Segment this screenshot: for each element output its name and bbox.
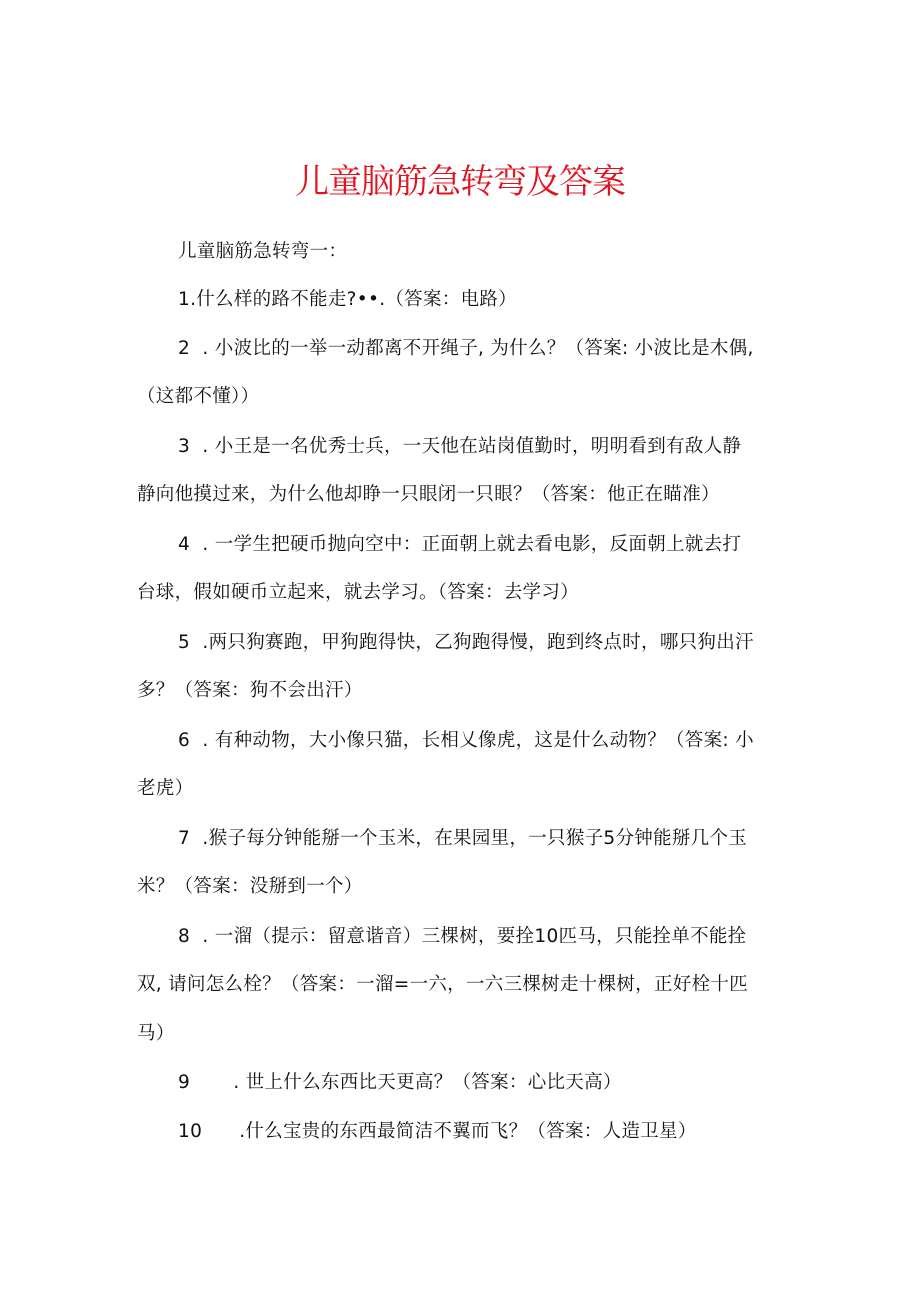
riddle-6-cont: 老虎） [137,778,194,799]
riddle-10: 10 .什么宝贵的东西最简洁不翼而飞？（答案：人造卫星） [178,1121,697,1142]
riddle-4-cont: 台球，假如硬币立起来，就去学习。（答案：去学习） [137,582,579,603]
riddle-7-cont: 米？（答案：没掰到一个） [137,876,363,897]
riddle-4: 4 . 一学生把硬币抛向空中：正面朝上就去看电影，反面朝上就去打 [178,534,742,555]
riddle-6: 6 . 有种动物，大小像只猫，长相乂像虎，这是什么动物？（答案: 小 [178,730,754,751]
riddle-5: 5 .两只狗赛跑，甲狗跑得快，乙狗跑得慢，跑到终点时，哪只狗出汗 [178,632,754,653]
riddle-3: 3 . 小王是一名优秀士兵，一天他在站岗值勤时，明明看到有敌人静 [178,436,742,457]
document-title: 儿童脑筋急转弯及答案 [295,162,625,202]
riddle-8: 8 . 一溜（提示：留意谐音）三棵树，要拴10匹马，只能拴单不能拴 [178,926,747,947]
riddle-2-cont: （这都不懂）） [137,386,260,407]
riddle-8-cont2: 马） [137,1023,175,1044]
riddle-8-cont: 双, 请问怎么栓？（答案：一溜=一六，一六三棵树走十棵树，正好栓十匹 [137,974,748,995]
riddle-9: 9 . 世上什么东西比天更高？（答案：心比天高） [178,1072,622,1093]
riddle-5-cont: 多？（答案：狗不会出汗） [137,680,363,701]
riddle-7: 7 .猴子每分钟能掰一个玉米，在果园里，一只猴子5分钟能掰几个玉 [178,828,748,849]
riddle-3-cont: 静向他摸过来，为什么他却睁一只眼闭一只眼？（答案：他正在瞄准） [137,484,720,505]
section-heading: 儿童脑筋急转弯一： [178,241,348,262]
riddle-1: 1.什么样的路不能走?••.（答案：电路） [178,289,517,310]
riddle-2: 2 . 小波比的一举一动都离不开绳子, 为什么？（答案: 小波比是木偶, [178,338,754,359]
